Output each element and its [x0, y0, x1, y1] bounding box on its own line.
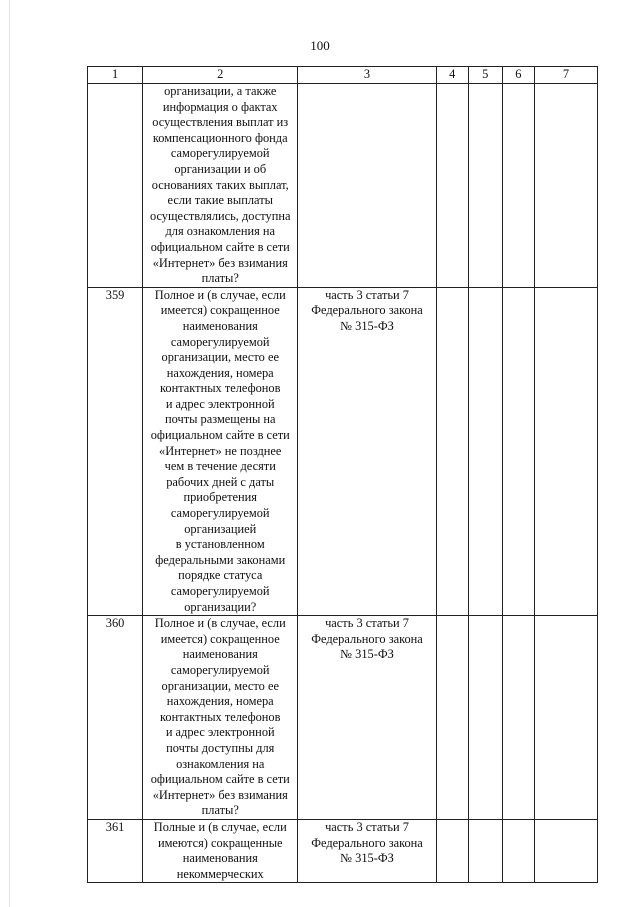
- row-number: 361: [88, 819, 143, 882]
- question-text-line: саморегулируемой: [170, 584, 270, 598]
- question-text: [143, 819, 298, 882]
- question-text-line: наименования: [182, 318, 258, 333]
- question-text-line: «Интернет» без взимания: [152, 787, 288, 802]
- legal-reference: [298, 616, 436, 820]
- requirements-table: [87, 66, 598, 883]
- question-text-line: саморегулируемой: [170, 146, 270, 161]
- column-header: 6: [502, 67, 534, 84]
- question-text-line: почты доступны для: [166, 740, 275, 755]
- question-text-line: и адрес электронной: [165, 396, 275, 411]
- column-header: 2: [143, 67, 298, 84]
- question-text-line: имеется) сокращенное: [160, 631, 280, 646]
- column-header: 4: [436, 67, 468, 84]
- col-7-cell: [534, 819, 597, 882]
- table-row: [88, 84, 598, 288]
- question-text-line: имеются) сокращенные: [157, 835, 283, 850]
- legal-reference-line: № 315-ФЗ: [340, 851, 394, 866]
- question-text-line: ознакомления на: [176, 756, 265, 771]
- question-text-line: организации, место ее: [161, 350, 279, 365]
- legal-reference-line: Федерального закона: [311, 631, 423, 646]
- question-text-line: официальном сайте в сети: [150, 239, 290, 254]
- question-text: [143, 616, 298, 820]
- scan-margin-edge: [9, 0, 10, 907]
- question-text-line: официальном сайте в сети: [150, 428, 290, 443]
- question-text-line: платы?: [201, 271, 239, 286]
- row-number: [88, 84, 143, 288]
- col-6-cell: [502, 616, 534, 820]
- question-text-line: нахождения, номера: [166, 694, 274, 709]
- row-number: 360: [88, 616, 143, 820]
- question-text-line: саморегулируемой: [170, 334, 270, 349]
- column-header: 3: [298, 67, 436, 84]
- col-7-cell: [534, 616, 597, 820]
- legal-reference-line: часть 3 статьи 7: [325, 819, 409, 834]
- question-text-line: «Интернет» без взимания: [152, 255, 288, 270]
- question-text-line: Полные и (в случае, если: [153, 819, 287, 834]
- col-7-cell: [534, 287, 597, 615]
- question-text-line: организации, а также: [164, 84, 277, 98]
- table-row: [88, 287, 598, 615]
- column-header: 7: [534, 67, 597, 84]
- legal-reference-line: Федерального закона: [311, 835, 423, 850]
- question-text-line: «Интернет» не позднее: [159, 443, 282, 458]
- table-header-row: [88, 67, 598, 84]
- question-text-line: контактных телефонов: [160, 381, 281, 396]
- col-5-cell: [468, 287, 502, 615]
- legal-reference: [298, 819, 436, 882]
- col-7-cell: [534, 84, 597, 288]
- row-number: 359: [88, 287, 143, 615]
- question-text-line: основаниях таких выплат,: [151, 177, 289, 192]
- question-text-line: организации?: [184, 599, 257, 614]
- column-header: 5: [468, 67, 502, 84]
- question-text-line: почты размещены на: [164, 412, 276, 427]
- question-text-line: саморегулируемой: [170, 506, 270, 521]
- question-text-line: в установленном: [175, 537, 265, 552]
- question-text-line: наименования: [182, 851, 258, 866]
- question-text-line: информация о фактах: [162, 99, 278, 114]
- question-text-line: платы?: [201, 803, 239, 818]
- col-4-cell: [436, 616, 468, 820]
- question-text-line: официальном сайте в сети: [150, 772, 290, 787]
- col-4-cell: [436, 287, 468, 615]
- question-text-line: контактных телефонов: [160, 709, 281, 724]
- question-text-line: осуществлялись, доступна: [149, 208, 291, 223]
- question-text-line: организацией: [184, 521, 257, 536]
- question-text-line: имеется) сокращенное: [160, 303, 280, 318]
- question-text-line: Полное и (в случае, если: [154, 287, 286, 302]
- col-5-cell: [468, 616, 502, 820]
- question-text-line: некоммерческих: [176, 866, 264, 881]
- col-4-cell: [436, 84, 468, 288]
- question-text-line: нахождения, номера: [166, 365, 274, 380]
- question-text-line: и адрес электронной: [165, 725, 275, 740]
- question-text-line: Полное и (в случае, если: [154, 616, 286, 631]
- question-text-line: федеральными законами: [155, 552, 286, 567]
- table-row: [88, 819, 598, 882]
- col-6-cell: [502, 819, 534, 882]
- question-text-line: чем в течение десяти: [164, 459, 276, 474]
- question-text-line: порядке статуса: [178, 568, 263, 583]
- col-6-cell: [502, 287, 534, 615]
- col-6-cell: [502, 84, 534, 288]
- legal-reference: [298, 84, 436, 288]
- legal-reference-line: часть 3 статьи 7: [325, 287, 409, 302]
- question-text-line: организации, место ее: [161, 678, 279, 693]
- question-text-line: организации и об: [174, 161, 267, 176]
- column-header: 1: [88, 67, 143, 84]
- question-text-line: рабочих дней с даты: [166, 474, 275, 489]
- question-text-line: саморегулируемой: [170, 662, 270, 677]
- col-4-cell: [436, 819, 468, 882]
- legal-reference-line: № 315-ФЗ: [340, 318, 394, 333]
- legal-reference-line: № 315-ФЗ: [340, 647, 394, 662]
- col-5-cell: [468, 84, 502, 288]
- col-5-cell: [468, 819, 502, 882]
- table-row: [88, 616, 598, 820]
- legal-reference-line: часть 3 статьи 7: [325, 616, 409, 631]
- question-text-line: для ознакомления на: [165, 224, 276, 239]
- question-text-line: приобретения: [183, 490, 257, 505]
- page-number: 100: [310, 38, 330, 53]
- question-text-line: осуществления выплат из: [152, 115, 289, 130]
- question-text: [143, 287, 298, 615]
- question-text-line: наименования: [182, 647, 258, 662]
- question-text-line: компенсационного фонда: [152, 130, 288, 145]
- legal-reference: [298, 287, 436, 615]
- legal-reference-line: Федерального закона: [311, 303, 423, 318]
- question-text-line: если такие выплаты: [167, 193, 273, 208]
- question-text: [143, 84, 298, 288]
